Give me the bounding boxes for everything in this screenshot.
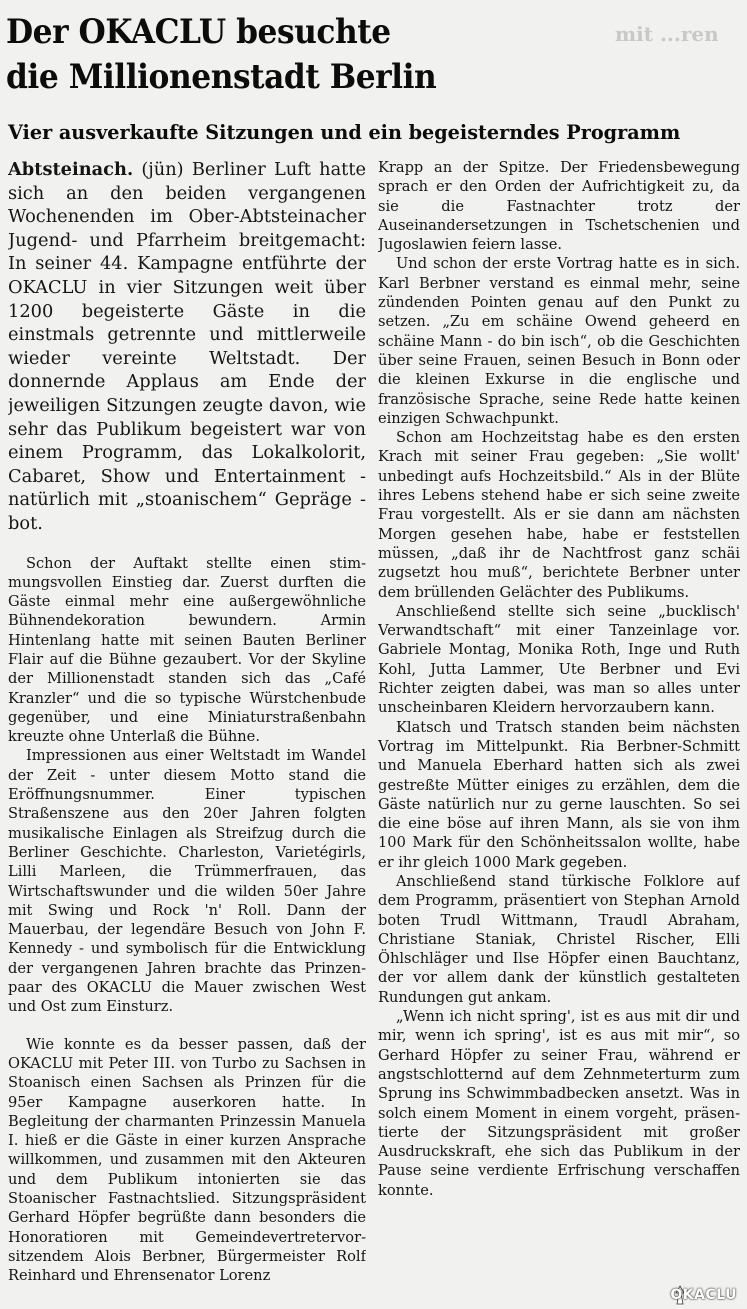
bleed-through-text: mit ...ren <box>615 22 719 46</box>
body-paragraph: Schon der Auftakt stellte einen stimmungsvollen Einstieg dar. Zuerst durften die Gäste einmal mehr eine außergewöhnliche Bühnendekoration bewundern. Armin Hintenlang hatte mit seinen Bauten Berliner Flair auf die Bühne gezaubert. Vor der Skyline der Millionenstadt standen sich das „Café Kranzler“ und die so typische Würstchenbude gegenüber, und eine Miniaturstraßenbahn kreuzte ohne Unterlaß die Bühne. <box>8 554 366 746</box>
lead-paragraph <box>8 158 366 536</box>
lead-text: (jün) Berliner Luft hatte sich an den beiden vergangenen Wochenenden im Ober-Abtsteinacher Jugend- und Pfarrheim breitgemacht: In seiner 44. Kampagne entführte der OKACLU in vier Sitzungen weit über 1200 begeisterte Gäste in die einstmals getrennte und mittlerweile wieder vereinte Weltstadt. Der donnernde Applaus am Ende der jeweiligen Sitzungen zeugte davon, wie sehr das Publikum begeistert war von einem Programm, das Lokalkolorit, Cabaret, Show und Entertainment - natürlich mit „stoanischem“ Gepräge - bot. <box>8 159 366 534</box>
body-paragraph: Anschließend stellte sich seine „bucklisch' Verwandtschaft“ mit einer Tanzeinlage vor. Gabriele Montag, Monika Roth, Inge und Ruth Kohl, Jutta Lammer, Ute Berbner und Evi Richter zeigten dabei, was man so alles unter unscheinbaren Kleidern hervorzaubern kann. <box>378 602 740 717</box>
body-paragraph: Klatsch und Tratsch standen beim nächsten Vortrag im Mittelpunkt. Ria Berbner-Schmitt und Manuela Eberhard hatten sich als zwei gestreßte Mütter einiges zu erzählen, dem die Gäste natürlich nur zu gerne lauschten. So sei die eine böse auf ihren Mann, als sie von ihm 100 Mark für den Schönheitssalon wollte, habe er ihr gleich 1000 Mark gegeben. <box>378 718 740 871</box>
body-paragraph: „Wenn ich nicht spring', ist es aus mit dir und mir, wenn ich spring', ist es aus mit mir“, so Gerhard Höpfer zu seiner Frau, während er angstschlotternd auf dem Zehnmeterturm zum Sprung ins Schwimmbadbecken ansetzt. Was in solch einem Moment in einem vorgeht, präsentierte der Sitzungspräsident mit großer Ausdruckskraft, ehe sich das Publikum in der Pause seine verdiente Erfrischung verschaffen konnte. <box>378 1008 740 1199</box>
paragraph-gap <box>8 1017 366 1035</box>
paragraph-gap <box>8 536 366 554</box>
body-paragraph: Krapp an der Spitze. Der Friedensbewegung sprach er den Orden der Aufrichtigkeit zu, da sie die Fastnachter trotz der Auseinandersetzungen in Tschetschenien und Jugoslawien feiern lasse. <box>378 159 740 254</box>
dateline: Abtsteinach. <box>8 159 134 180</box>
body-paragraph: Anschließend stand türkische Folklore auf dem Programm, präsentiert von Stephan Arnold boten Trudl Wittmann, Traudl Abraham, Christiane Staniak, Christel Rischer, Elli Öhlschläger und Ilse Höpfer einen Bauchtanz, der vor allem dank der künstlich gestalteten Rundungen gut ankam. <box>378 872 740 1006</box>
body-paragraph: Wie konnte es da besser passen, daß der OKACLU mit Peter III. von Turbo zu Sachsen in Stoanisch einen Sachsen als Prinzen für die 95er Kampagne auserkoren hatte. In Begleitung der charmanten Prinzessin Manuela I. hieß er die Gäste in einer kurzen Ansprache willkommen, und zusammen mit den Akteuren und dem Publikum intonierten sie das Stoanischer Fastnachtslied. Sitzungspräsident Gerhard Höpfer begrüßte dann besonders die Honoratioren mit Gemeindevertretervorsitzendem Alois Berbner, Bürgermeister Rolf Reinhard und Ehrensenator Lorenz <box>8 1035 366 1285</box>
headline-line-2: die Millionenstadt Berlin <box>6 57 437 97</box>
body-paragraph: Schon am Hochzeitstag habe es den ersten Krach mit seiner Frau gegeben: „Sie wollt' unbedingt aufs Hochzeitsbild.“ Als in der Blüte ihres Lebens stehend habe er sich seine zweite Frau vorgestellt. Als er sie dann am nächsten Morgen gesehen habe, habe er feststellen müssen, „daß ihr de Nachtfrost ganz schäi zugsetzt hou muß“, berichtete Berbner unter dem brüllenden Gelächter des Publikums. <box>378 429 740 601</box>
left-column <box>8 158 366 1303</box>
headline <box>6 10 678 100</box>
watermark-logo: OKACLU <box>670 1287 737 1303</box>
headline-line-1: Der OKACLU besuchte <box>6 12 391 52</box>
subheadline: Vier ausverkaufte Sitzungen und ein begeisterndes Programm <box>8 120 681 144</box>
right-column <box>378 158 740 1303</box>
body-paragraph: Impressionen aus einer Weltstadt im Wandel der Zeit - unter diesem Motto stand die Eröffnungsnummer. Einer typischen Straßenszene aus den 20er Jahren folgten musikalische Einlagen als Streifzug durch die Berliner Geschichte. Charleston, Varietégirls, Lilli Marleen, die Trümmerfrauen, das Wirtschaftswunder und die wilden 50er Jahre mit Swing und Rock 'n' Roll. Dann der Mauerbau, der legendäre Besuch von John F. Kennedy - und symbolisch für die Entwicklung der vergangenen Jahren brachte das Prinzenpaar des OKACLU die Mauer zwischen West und Ost zum Einsturz. <box>8 747 366 1016</box>
body-paragraph: Und schon der erste Vortrag hatte es in sich. Karl Berbner verstand es einmal mehr, seine zündenden Pointen genau auf den Punkt zu setzen. „Zu em schäine Owend geheerd en schäine Mann - do bin isch“, ob die Geschichten über seine Frauen, seinen Besuch in Bonn oder die kleinen Exkurse in die englische und französische Sprache, seine Rede hatte keinen einzigen Schwachpunkt. <box>378 255 740 427</box>
